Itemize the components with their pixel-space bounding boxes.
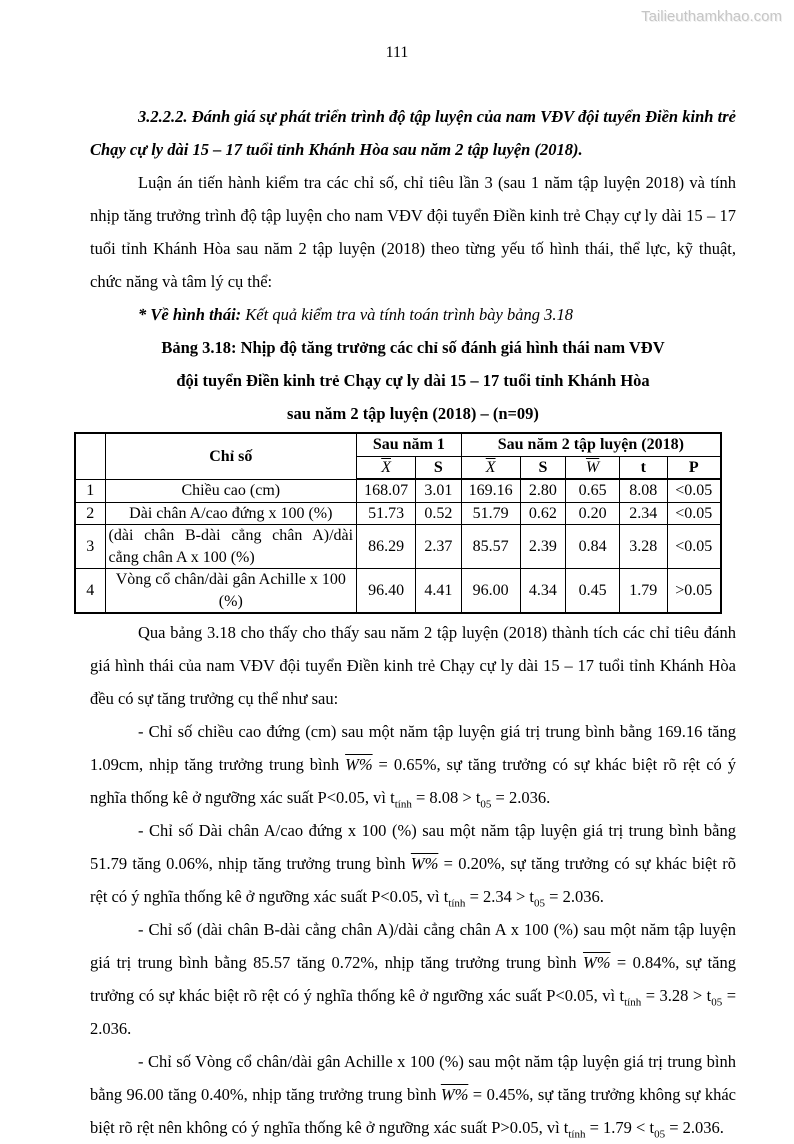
paragraph-indicator-shin-ratio <box>90 913 736 1045</box>
cell-s2: 2.80 <box>520 479 566 502</box>
t-calc-subscript: tính <box>394 798 412 811</box>
cell-t: 1.79 <box>620 569 668 614</box>
note-text: Kết quả kiểm tra và tính toán trình bày bảng 3.18 <box>241 305 573 324</box>
header-xbar-2: $\overline{X}$ <box>461 456 520 479</box>
header-group-year1: Sau năm 1 <box>357 433 462 456</box>
page-number: 111 <box>385 44 409 61</box>
note-line <box>90 298 736 331</box>
bullet-text: = 0.65%, sự tăng trưởng có sự khác biệt rõ rệt có ý nghĩa thống kê ở ngưỡng xác suất P<0.05, vì t <box>90 755 736 807</box>
header-group-year2: Sau năm 2 tập luyện (2018) <box>461 433 721 456</box>
bullet-text: = 0.45%, sự tăng trưởng không sự khác biệt rõ rệt nên không có ý nghĩa thống kê ở ngưỡng xác suất P>0.05, vì t <box>90 1085 736 1137</box>
bullet-text: = 2.34 > t <box>465 887 535 906</box>
bullet-text: = 0.84%, sự tăng trưởng có sự khác biệt rõ rệt có ý nghĩa thống kê ở ngưỡng xác suất P<0.05, vì t <box>90 953 736 1005</box>
cell-s1: 2.37 <box>416 525 462 569</box>
header-s-2: S <box>520 456 566 479</box>
cell-x1: 86.29 <box>357 525 416 569</box>
bullet-text: = 2.036. <box>90 986 736 1038</box>
row-label: Dài chân A/cao đứng x 100 (%) <box>105 502 357 525</box>
cell-s2: 0.62 <box>520 502 566 525</box>
paragraph-indicator-height <box>90 715 736 814</box>
table-caption-line-2: đội tuyển Điền kinh trẻ Chạy cự ly dài 15 – 17 tuổi tỉnh Khánh Hòa <box>176 371 650 390</box>
cell-x1: 168.07 <box>357 479 416 502</box>
cell-p: >0.05 <box>667 569 721 614</box>
paragraph-summary: Qua bảng 3.18 cho thấy cho thấy sau năm 2 tập luyện (2018) thành tích các chỉ tiêu đánh giá hình thái của nam VĐV đội tuyển Điền kinh trẻ Chạy cự ly dài 15 – 17 tuổi tỉnh Khánh Hòa đều có sự tăng trưởng cụ thể như sau: <box>90 623 736 708</box>
table-row <box>75 479 721 502</box>
cell-t: 8.08 <box>620 479 668 502</box>
t-calc-subscript: tính <box>624 996 642 1009</box>
cell-w: 0.65 <box>566 479 620 502</box>
row-label: Chiều cao (cm) <box>105 479 357 502</box>
w-percent-formula: W% <box>582 953 611 972</box>
bullet-text: = 3.28 > t <box>641 986 712 1005</box>
t-05-subscript: 05 <box>534 897 546 910</box>
header-index <box>75 433 105 479</box>
t-05-subscript: 05 <box>711 996 723 1009</box>
cell-t: 2.34 <box>620 502 668 525</box>
header-label: Chỉ số <box>105 433 357 479</box>
cell-x2: 51.79 <box>461 502 520 525</box>
row-index: 3 <box>75 525 105 569</box>
bullet-text: - Chỉ số (dài chân B-dài cẳng chân A)/dài cẳng chân A x 100 (%) sau một năm tập luyện giá trị trung bình bằng 85.57 tăng 0.72%, nhịp tăng trưởng trung bình <box>90 920 736 972</box>
paragraph-indicator-achille <box>90 1045 736 1144</box>
table-caption-line-3: sau năm 2 tập luyện (2018) – (n=09) <box>287 404 539 423</box>
cell-s1: 4.41 <box>416 569 462 614</box>
section-heading: 3.2.2.2. Đánh giá sự phát triển trình độ tập luyện của nam VĐV đội tuyển Điền kinh trẻ Chạy cự ly dài 15 – 17 tuổi tỉnh Khánh Hòa sau năm 2 tập luyện (2018). <box>90 107 736 159</box>
table-row <box>75 502 721 525</box>
paragraph-indicator-leg-length <box>90 814 736 913</box>
row-index: 1 <box>75 479 105 502</box>
cell-w: 0.20 <box>566 502 620 525</box>
cell-s2: 4.34 <box>520 569 566 614</box>
cell-x1: 96.40 <box>357 569 416 614</box>
cell-s1: 0.52 <box>416 502 462 525</box>
cell-s1: 3.01 <box>416 479 462 502</box>
paragraph-intro: Luận án tiến hành kiểm tra các chỉ số, chỉ tiêu lần 3 (sau 1 năm tập luyện 2018) và tính nhịp tăng trưởng trình độ tập luyện cho nam VĐV đội tuyển Điền kinh trẻ Chạy cự ly dài 15 – 17 tuổi tỉnh Khánh Hòa sau năm 2 tập luyện (2018) theo từng yếu tố hình thái, thể lực, kỹ thuật, chức năng và tâm lý cụ thể: <box>90 173 736 291</box>
note-label: * Về hình thái: <box>138 305 242 324</box>
cell-p: <0.05 <box>667 525 721 569</box>
t-05-subscript: 05 <box>480 798 492 811</box>
cell-x2: 96.00 <box>461 569 520 614</box>
bullet-text: - Chỉ số chiều cao đứng (cm) sau một năm tập luyện giá trị trung bình bằng 169.16 tăng 1.09cm, nhịp tăng trưởng trung bình <box>90 722 736 774</box>
table-caption <box>90 331 736 430</box>
site-watermark: Tailieuthamkhao.com <box>641 8 782 25</box>
bullet-text: = 8.08 > t <box>411 788 481 807</box>
header-p: P <box>667 456 721 479</box>
table-row <box>75 525 721 569</box>
row-label: Vòng cổ chân/dài gân Achille x 100 (%) <box>105 569 357 614</box>
header-s-1: S <box>416 456 462 479</box>
cell-t: 3.28 <box>620 525 668 569</box>
w-percent-formula: W% <box>410 854 439 873</box>
bullet-text: = 2.036. <box>545 887 604 906</box>
cell-x1: 51.73 <box>357 502 416 525</box>
header-t: t <box>620 456 668 479</box>
bullet-text: = 2.036. <box>491 788 551 807</box>
cell-x2: 85.57 <box>461 525 520 569</box>
morphology-table <box>74 432 722 614</box>
cell-s2: 2.39 <box>520 525 566 569</box>
cell-p: <0.05 <box>667 479 721 502</box>
bullet-text: - Chỉ số Vòng cổ chân/dài gân Achille x 100 (%) sau một năm tập luyện giá trị trung bình bằng 96.00 tăng 0.40%, nhịp tăng trưởng trung bình <box>90 1052 736 1104</box>
table-caption-line-1: Bảng 3.18: Nhịp độ tăng trưởng các chỉ số đánh giá hình thái nam VĐV <box>161 338 665 357</box>
table-row <box>75 569 721 614</box>
cell-p: <0.05 <box>667 502 721 525</box>
bullet-text: = 0.20%, sự tăng trưởng có sự khác biệt rõ rệt có ý nghĩa thống kê ở ngưỡng xác suất P<0.05, vì t <box>90 854 736 906</box>
header-xbar-1: $\overline{X}$ <box>357 456 416 479</box>
w-percent-formula: W% <box>440 1085 469 1104</box>
t-calc-subscript: tính <box>568 1128 586 1141</box>
cell-x2: 169.16 <box>461 479 520 502</box>
bullet-text: - Chỉ số Dài chân A/cao đứng x 100 (%) sau một năm tập luyện giá trị trung bình bằng 51.79 tăng 0.06%, nhịp tăng trưởng trung bình <box>90 821 736 873</box>
page-content <box>86 100 736 1144</box>
header-wbar: $\overline{W}$ <box>566 456 620 479</box>
bullet-text: = 2.036. <box>665 1118 724 1137</box>
t-05-subscript: 05 <box>654 1128 666 1141</box>
t-calc-subscript: tính <box>448 897 466 910</box>
cell-w: 0.84 <box>566 525 620 569</box>
bullet-text: = 1.79 < t <box>585 1118 655 1137</box>
row-label: (dài chân B-dài cẳng chân A)/dài cẳng chân A x 100 (%) <box>105 525 357 569</box>
table-header-group-row <box>75 433 721 456</box>
w-percent-formula: W% <box>345 755 373 774</box>
row-index: 2 <box>75 502 105 525</box>
row-index: 4 <box>75 569 105 614</box>
cell-w: 0.45 <box>566 569 620 614</box>
